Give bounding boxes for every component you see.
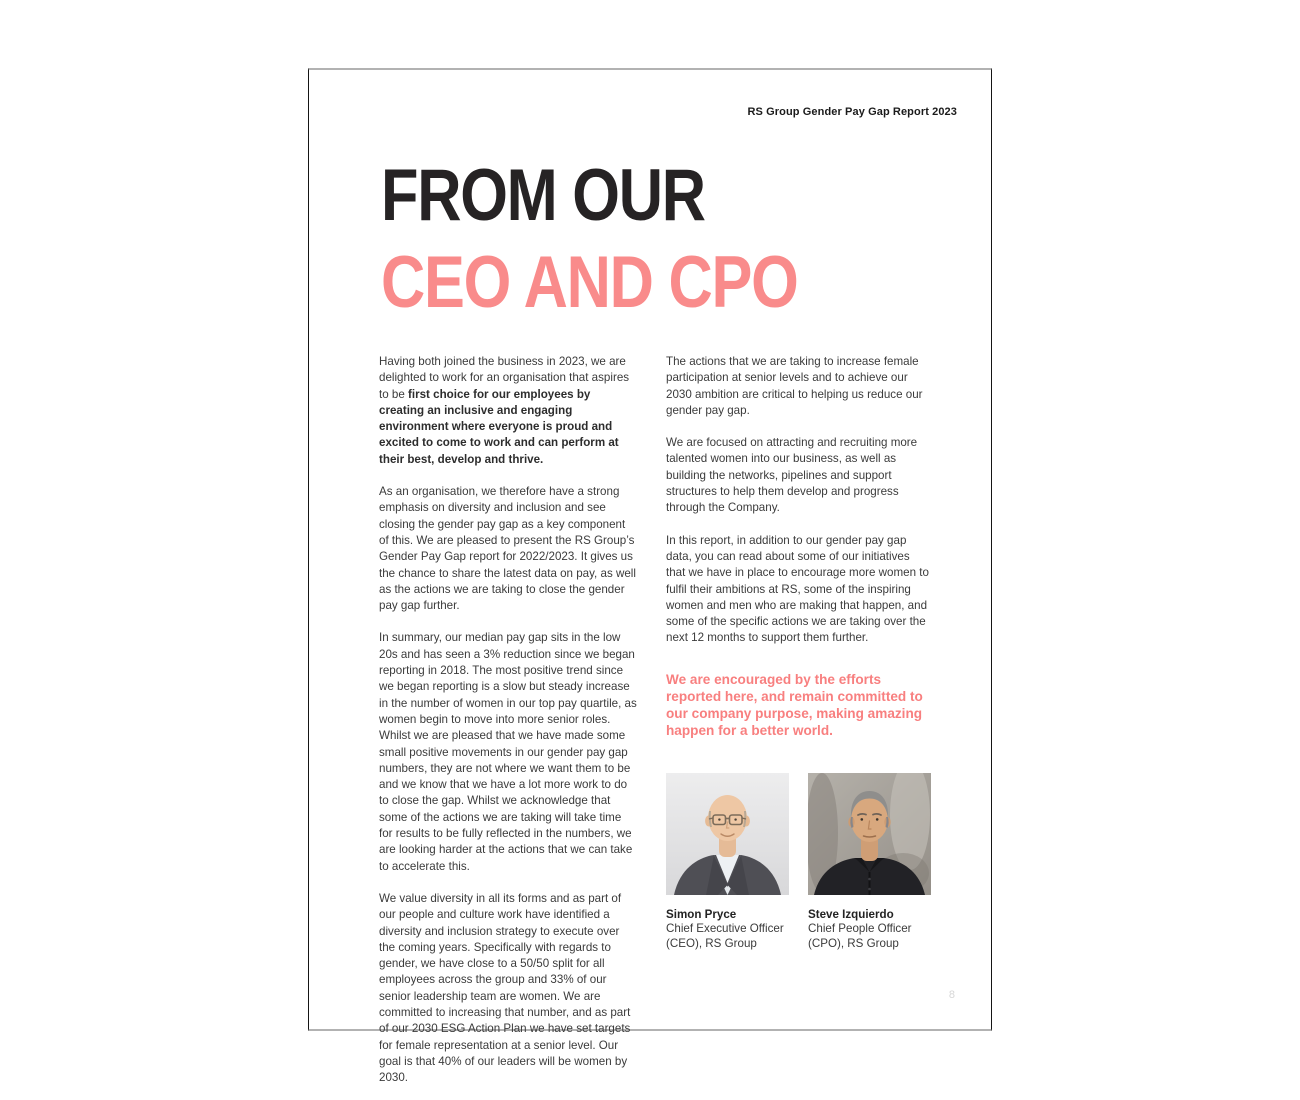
page-number: 8 <box>948 989 955 1001</box>
right-text-column <box>666 354 929 951</box>
portrait-steve-izquierdo-photo <box>808 773 931 895</box>
person-caption-cpo <box>808 908 931 952</box>
report-page <box>308 68 992 1085</box>
person-card-ceo <box>666 773 789 952</box>
running-header: RS Group Gender Pay Gap Report 2023 <box>747 106 957 118</box>
portrait-simon-pryce-illustration <box>666 773 789 895</box>
paragraph-actions: The actions that we are taking to increase female participation at senior levels and to achieve our 2030 ambition are critical to helping us reduce our gender pay gap. <box>666 355 923 417</box>
person-role-line-1: Chief Executive Officer <box>666 922 784 936</box>
page-title-line-2: CEO AND CPO <box>381 242 798 323</box>
paragraph-organisation: As an organisation, we therefore have a strong emphasis on diversity and inclusion and see closing the gender pay gap as a key component of this. We are pleased to present the RS Group’s Gender Pay Gap report for 2022/2023. It gives us the chance to share the latest data on pay, as well as the actions we are taking to close the gender pay gap further. <box>379 485 636 613</box>
person-name: Simon Pryce <box>666 907 737 921</box>
paragraph-diversity: We value diversity in all its forms and as part of our people and culture work have identified a diversity and inclusion strategy to execute over the coming years. Specifically with regards to gender, we have close to a 50/50 split for all employees across the group and 33% of our senior leadership team are women. We are committed to increasing that number, and as part of our 2030 ESG Action Plan we have set targets for female representation at a senior level. Our goal is that 40% of our leaders will be women by 2030. <box>379 891 631 1085</box>
paragraph-report: In this report, in addition to our gender pay gap data, you can read about some of our initiatives that we have in place to encourage more women to fulfil their ambitions at RS, some of the inspiring women and men who are making that happen, and some of the specific actions we are taking over the next 12 months to support them further. <box>666 533 929 645</box>
portrait-steve-izquierdo-illustration <box>808 773 931 895</box>
paragraph-recruiting: We are focused on attracting and recruiting more talented women into our business, as well as building the networks, pipelines and support structures to help them develop and progress through the Company. <box>666 436 918 515</box>
page-title <box>381 152 877 326</box>
paragraph-intro <box>379 354 637 468</box>
person-name: Steve Izquierdo <box>808 907 894 921</box>
pull-quote: We are encouraged by the efforts reported here, and remain committed to our company purpose, making amazing happen for a better world. <box>666 671 923 739</box>
leadership-portraits <box>666 773 929 952</box>
page-title-line-1: FROM OUR <box>381 155 705 236</box>
left-text-column <box>379 354 637 1100</box>
person-card-cpo <box>808 773 931 952</box>
person-role-line-1: Chief People Officer <box>808 922 912 936</box>
paragraph-summary: In summary, our median pay gap sits in the low 20s and has seen a 3% reduction since we began reporting in 2018. The most positive trend since we began reporting is a slow but steady increase in the number of women in our top pay quartile, as women begin to move into more senior roles. Whilst we are pleased that we have made some small positive movements in our gender pay gap numbers, they are not where we want them to be and we know that we have a lot more work to do to close the gap. Whilst we acknowledge that some of the actions we are taking will take time for results to be fully reflected in the numbers, we are looking harder at the actions that we can take to accelerate this. <box>379 631 637 873</box>
paragraph-intro-bold: first choice for our employees by creating an inclusive and engaging environment where everyone is proud and excited to come to work and can perform at their best, develop and thrive. <box>379 387 619 466</box>
person-role-line-2: (CEO), RS Group <box>666 936 757 950</box>
person-role-line-2: (CPO), RS Group <box>808 936 899 950</box>
portrait-simon-pryce-photo <box>666 773 789 895</box>
paragraph-intro-normal: Having both joined the business in 2023, we are delighted to work for an organisation that aspires to be <box>379 355 630 401</box>
person-caption-ceo <box>666 908 789 952</box>
